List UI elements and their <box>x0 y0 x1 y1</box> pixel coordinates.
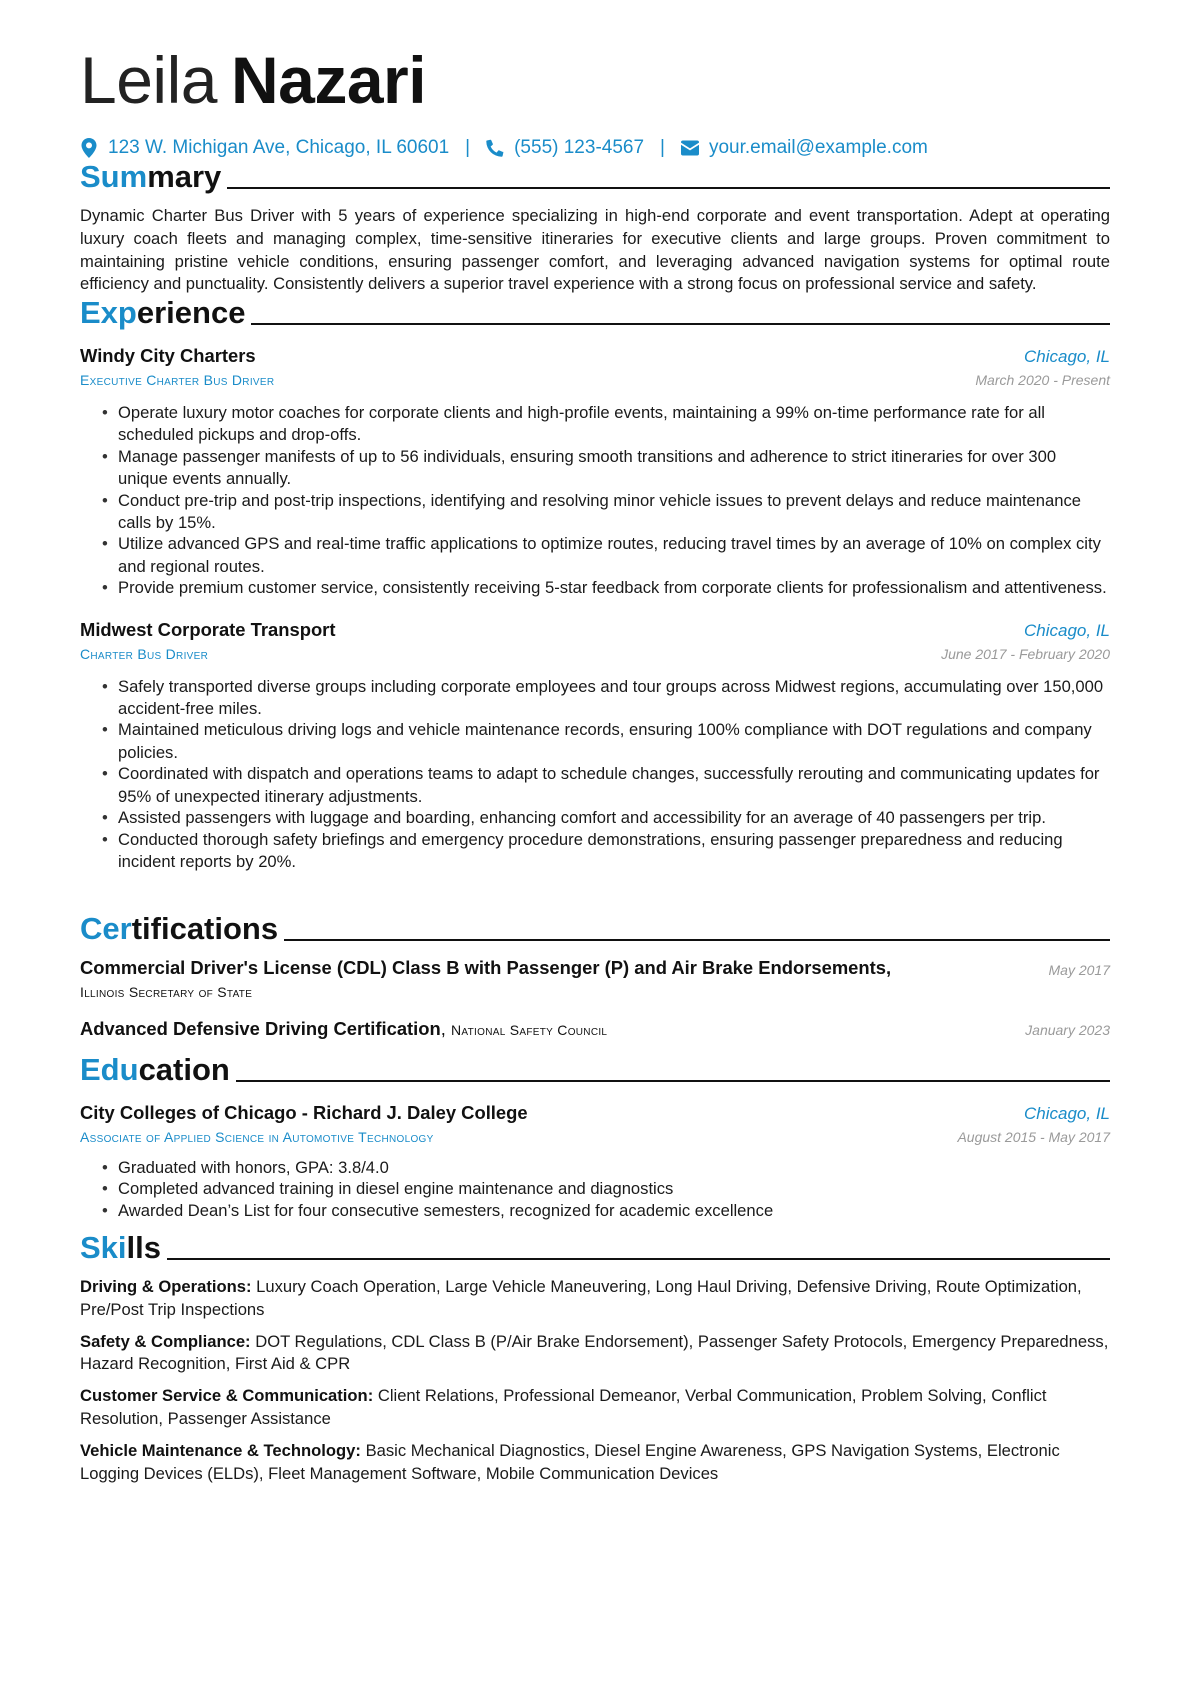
degree: Associate of Applied Science in Automotive Technology <box>80 1129 434 1145</box>
section-title: Certifications <box>80 911 279 946</box>
skill-items: Basic Mechanical Diagnostics, Diesel Engine Awareness, GPS Navigation Systems, Electronic Logging Devices (ELDs), Fleet Management Software, Mobile Communication Devices <box>80 1440 1060 1483</box>
certification-issuer: National Safety Council <box>451 1022 608 1038</box>
certification-name: Advanced Defensive Driving Certification <box>80 1018 441 1039</box>
job-entry <box>80 617 1110 874</box>
list-item: • Provide premium customer service, consistently receiving 5-star feedback from corporate clients for professionalism and attentiveness. <box>80 577 1110 599</box>
education-bullets <box>80 1157 1110 1222</box>
section-rule <box>284 939 1110 941</box>
last-name: Nazari <box>230 43 427 117</box>
section-header <box>80 1048 1110 1088</box>
skill-items: DOT Regulations, CDL Class B (P/Air Brake Endorsement), Passenger Safety Protocols, Emergency Preparedness, Hazard Recognition, First Aid & CPR <box>80 1331 1109 1374</box>
certification-issuer: Illinois Secretary of State <box>80 984 253 1000</box>
section-header <box>80 1226 1110 1266</box>
job-role: Charter Bus Driver <box>80 645 209 662</box>
certification-date: May 2017 <box>1048 962 1110 978</box>
skill-group <box>80 1276 1110 1322</box>
skills-section <box>80 1226 1110 1494</box>
list-item: • Awarded Dean’s List for four consecutive semesters, recognized for academic excellence <box>80 1200 1110 1222</box>
company-name: Windy City Charters <box>80 345 256 366</box>
job-role: Executive Charter Bus Driver <box>80 372 275 388</box>
section-header <box>80 155 1110 195</box>
skill-category: Driving & Operations: <box>80 1277 252 1296</box>
section-title: Education <box>80 1052 230 1087</box>
list-item: • Assisted passengers with luggage and boarding, enhancing comfort and accessibility for an average of 40 passengers per trip. <box>80 807 1110 829</box>
section-title: Summary <box>80 159 222 194</box>
certification-name: Commercial Driver's License (CDL) Class B with Passenger (P) and Air Brake Endorsements <box>80 957 886 978</box>
section-rule <box>167 1258 1110 1260</box>
contact-separator: | <box>465 137 471 158</box>
job-location: Chicago, IL <box>1024 620 1110 640</box>
phone-text: (555) 123-4567 <box>514 137 645 158</box>
job-location: Chicago, IL <box>1024 347 1110 366</box>
skill-category: Safety & Compliance: <box>80 1331 251 1351</box>
section-header <box>80 907 1110 947</box>
list-item: • Conducted thorough safety briefings and emergency procedure demonstrations, ensuring passenger preparedness and reducing incident reports by 20%. <box>80 829 1110 874</box>
certifications-section <box>80 907 1110 1040</box>
list-item: • Safely transported diverse groups including corporate employees and tour groups across Midwest regions, accumulating over 150,000 accident-free miles. <box>80 676 1110 721</box>
job-bullets <box>80 676 1110 874</box>
education-dates: August 2015 - May 2017 <box>957 1129 1110 1145</box>
skill-category: Vehicle Maintenance & Technology: <box>80 1440 361 1460</box>
candidate-name <box>80 40 426 120</box>
contact-separator: | <box>660 137 665 158</box>
summary-text: Dynamic Charter Bus Driver with 5 years of experience specializing in high-end corporate and event transportation. Adept at operating luxury coach fleets and managing complex, time-sensitive itineraries for executive clients and large groups. Proven commitment to maintaining pristine vehicle conditions, ensuring passenger comfort, and leveraging advanced navigation systems for optimal route efficiency and punctuality. Consistently delivers a superior travel experience with a strong focus on professional service and safety. <box>80 206 1110 294</box>
section-header <box>80 291 1110 331</box>
summary-section <box>80 155 1110 296</box>
list-item: • Operate luxury motor coaches for corporate clients and high-profile events, maintaining a 99% on-time performance rate for all scheduled pickups and drop-offs. <box>80 402 1110 447</box>
address-text: 123 W. Michigan Ave, Chicago, IL 60601 <box>108 137 450 158</box>
section-title: Experience <box>80 295 246 330</box>
certification-item: Commercial Driver's License (CDL) Class B with Passenger (P) and Air Brake Endorsements, Illinois Secretary of State May 2017 <box>80 957 1110 1004</box>
skill-group <box>80 1440 1110 1486</box>
certification-date: January 2023 <box>1025 1022 1110 1038</box>
company-name: Midwest Corporate Transport <box>80 618 336 640</box>
education-section <box>80 1048 1110 1221</box>
section-rule <box>236 1080 1110 1082</box>
list-item: • Graduated with honors, GPA: 3.8/4.0 <box>80 1157 1110 1179</box>
job-entry <box>80 343 1110 600</box>
skill-group <box>80 1331 1110 1377</box>
skill-items: Luxury Coach Operation, Large Vehicle Maneuvering, Long Haul Driving, Defensive Driving, Route Optimization, Pre/Post Trip Inspections <box>80 1277 1082 1319</box>
experience-section <box>80 291 1110 872</box>
school-name: City Colleges of Chicago - Richard J. Daley College <box>80 1102 528 1123</box>
job-dates: March 2020 - Present <box>975 372 1110 388</box>
section-title: Skills <box>80 1230 161 1265</box>
list-item: • Coordinated with dispatch and operations teams to adapt to schedule changes, successfully rerouting and communicating updates for 95% of unexpected itinerary adjustments. <box>80 763 1110 808</box>
list-item: • Conduct pre-trip and post-trip inspections, identifying and resolving minor vehicle issues to prevent delays and reduce maintenance calls by 15%. <box>80 490 1110 535</box>
school-location: Chicago, IL <box>1024 1104 1110 1123</box>
certification-item: Advanced Defensive Driving Certification, National Safety Council January 2023 <box>80 1018 1110 1039</box>
education-entry <box>80 1100 1110 1222</box>
list-item: • Manage passenger manifests of up to 56 individuals, ensuring smooth transitions and adherence to strict itineraries for over 300 unique events annually. <box>80 446 1110 491</box>
list-item: • Completed advanced training in diesel engine maintenance and diagnostics <box>80 1178 1110 1200</box>
skill-group <box>80 1385 1110 1431</box>
job-bullets <box>80 402 1110 600</box>
email-link[interactable]: your.email@example.com <box>708 137 928 158</box>
section-rule <box>227 187 1110 189</box>
skill-items: Client Relations, Professional Demeanor, Verbal Communication, Problem Solving, Conflict Resolution, Passenger Assistance <box>80 1386 1047 1428</box>
job-dates: June 2017 - February 2020 <box>941 645 1110 662</box>
section-rule <box>251 323 1110 325</box>
skills-list <box>80 1276 1110 1485</box>
list-item: • Utilize advanced GPS and real-time traffic applications to optimize routes, reducing travel times by an average of 10% on complex city and regional routes. <box>80 533 1110 578</box>
first-name: Leila <box>80 43 217 117</box>
list-item: • Maintained meticulous driving logs and vehicle maintenance records, ensuring 100% compliance with DOT regulations and company policies. <box>80 719 1110 764</box>
skill-category: Customer Service & Communication: <box>80 1386 374 1406</box>
